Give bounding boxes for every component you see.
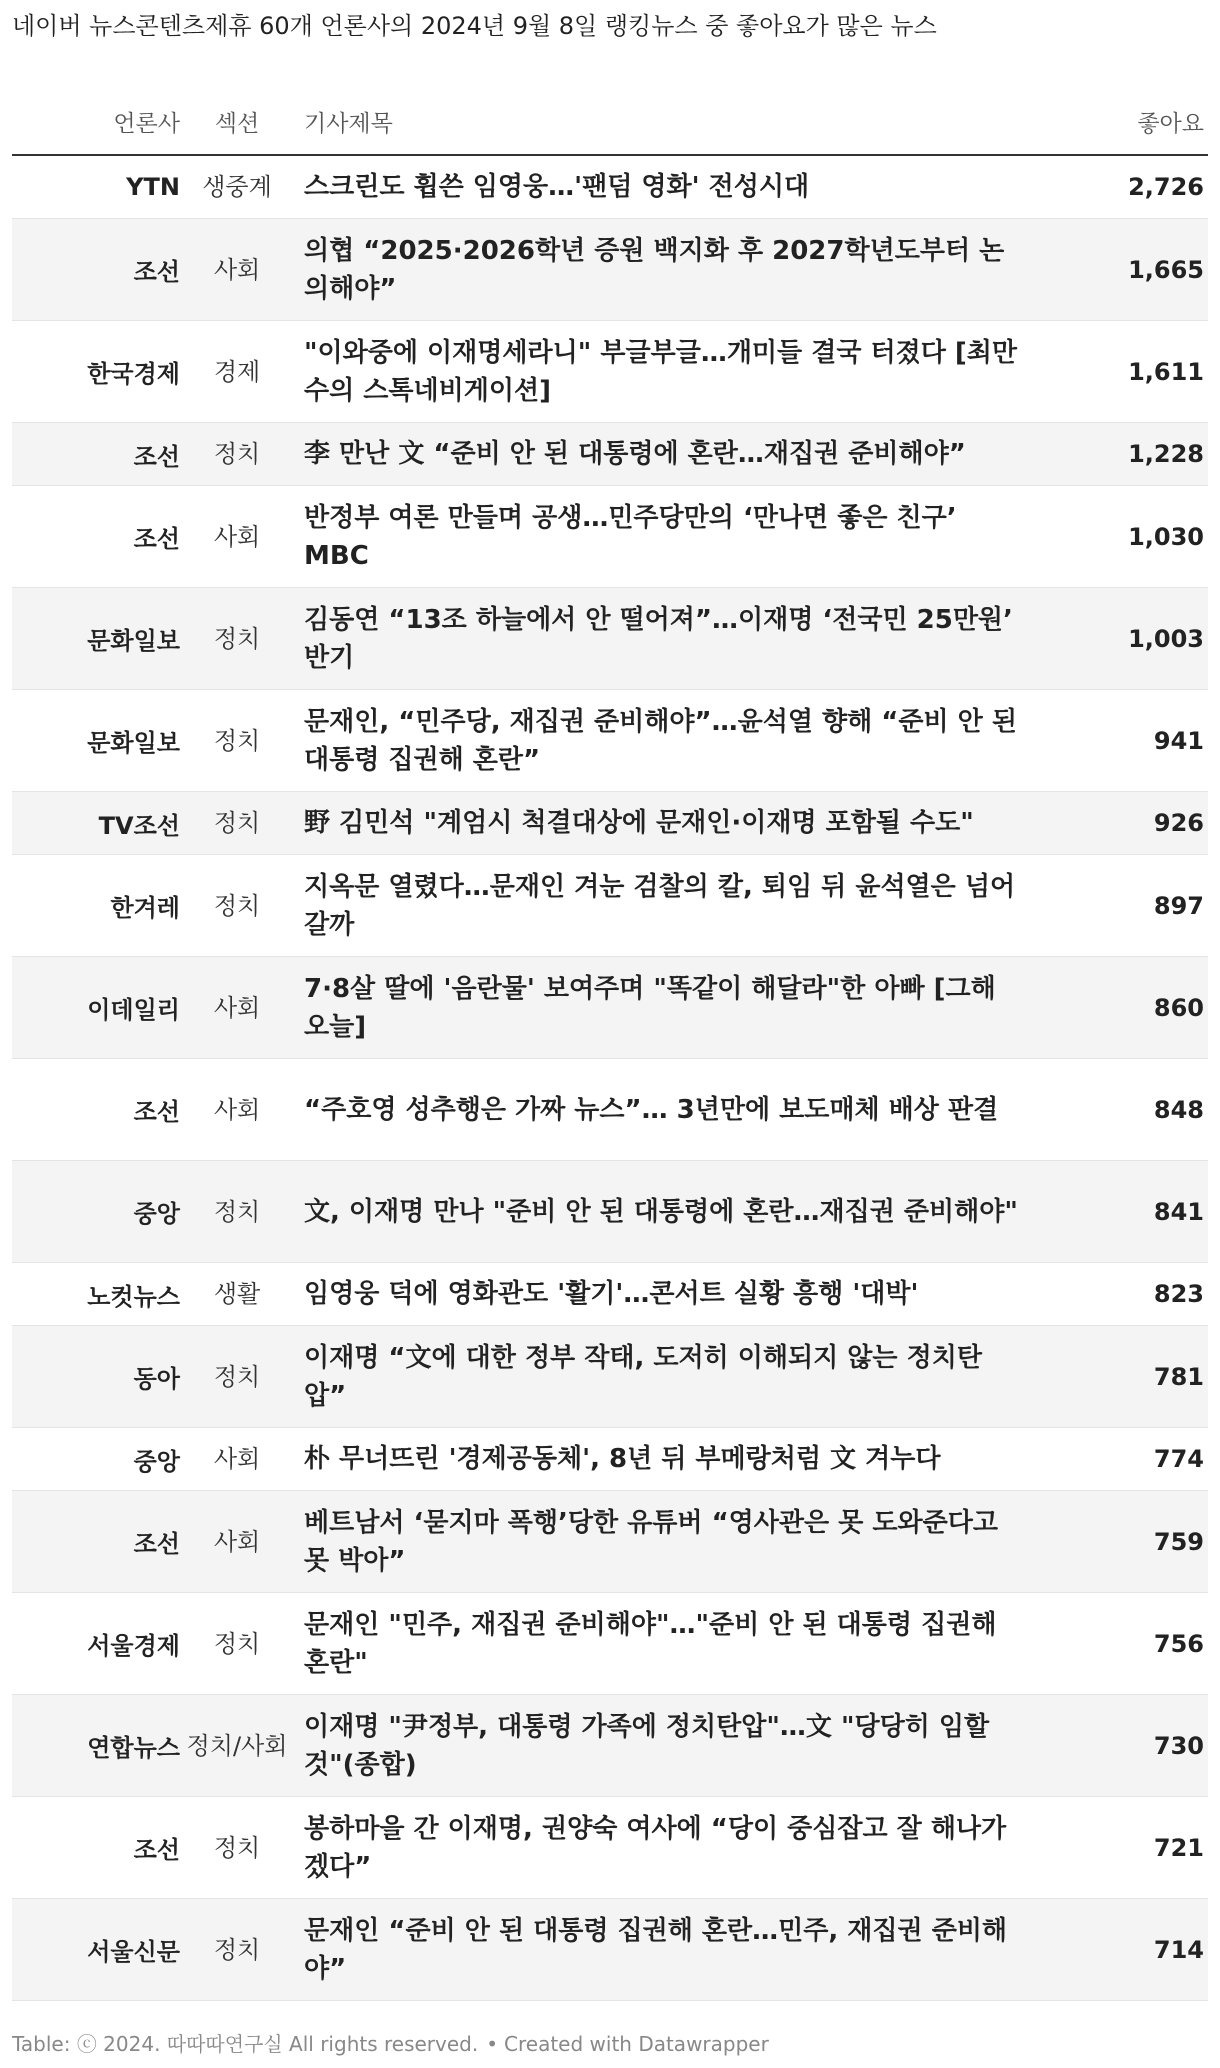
- table-row: [12, 423, 1208, 486]
- header-row: [12, 88, 1208, 155]
- cell-outlet: TV조선: [12, 792, 182, 855]
- cell-likes: 1,665: [1027, 219, 1208, 321]
- cell-likes: 1,030: [1027, 486, 1208, 588]
- cell-likes: 714: [1027, 1899, 1208, 2001]
- cell-likes: 941: [1027, 690, 1208, 792]
- cell-outlet: 조선: [12, 423, 182, 486]
- cell-headline: 스크린도 휩쓴 임영웅…'팬덤 영화' 전성시대: [292, 155, 1027, 219]
- cell-section: 정치: [182, 423, 292, 486]
- chart-title: 네이버 뉴스콘텐츠제휴 60개 언론사의 2024년 9월 8일 랭킹뉴스 중 좋아요가 많은 뉴스: [12, 12, 937, 40]
- cell-headline: 문재인 “준비 안 된 대통령 집권해 혼란…민주, 재집권 준비해야”: [292, 1899, 1027, 2001]
- cell-headline: “주호영 성추행은 가짜 뉴스”… 3년만에 보도매체 배상 판결: [292, 1059, 1027, 1161]
- cell-headline: 봉하마을 간 이재명, 권양숙 여사에 “당이 중심잡고 잘 해나가겠다”: [292, 1797, 1027, 1899]
- cell-outlet: 동아: [12, 1326, 182, 1428]
- table-row: [12, 792, 1208, 855]
- cell-likes: 781: [1027, 1326, 1208, 1428]
- cell-outlet: 문화일보: [12, 588, 182, 690]
- table-row: [12, 1326, 1208, 1428]
- cell-outlet: 조선: [12, 1059, 182, 1161]
- cell-headline: 베트남서 ‘묻지마 폭행’당한 유튜버 “영사관은 못 도와준다고 못 박아”: [292, 1491, 1027, 1593]
- cell-likes: 2,726: [1027, 155, 1208, 219]
- cell-outlet: 조선: [12, 219, 182, 321]
- footer: [12, 2028, 769, 2057]
- cell-section: 정치: [182, 792, 292, 855]
- cell-section: 생중계: [182, 155, 292, 219]
- cell-headline: 지옥문 열렸다…문재인 겨눈 검찰의 칼, 퇴임 뒤 윤석열은 넘어갈까: [292, 855, 1027, 957]
- cell-headline: 文, 이재명 만나 "준비 안 된 대통령에 혼란…재집권 준비해야": [292, 1161, 1027, 1263]
- cell-outlet: 조선: [12, 486, 182, 588]
- table-row: [12, 1161, 1208, 1263]
- cell-likes: 841: [1027, 1161, 1208, 1263]
- table-row: [12, 1899, 1208, 2001]
- cell-headline: 임영웅 덕에 영화관도 '활기'…콘서트 실황 흥행 '대박': [292, 1263, 1027, 1326]
- cell-outlet: 한겨레: [12, 855, 182, 957]
- cell-likes: 721: [1027, 1797, 1208, 1899]
- cell-outlet: 문화일보: [12, 690, 182, 792]
- table-row: [12, 855, 1208, 957]
- cell-likes: 848: [1027, 1059, 1208, 1161]
- table-body: [12, 155, 1208, 2001]
- cell-headline: 김동연 “13조 하늘에서 안 떨어져”…이재명 ‘전국민 25만원’ 반기: [292, 588, 1027, 690]
- table-row: [12, 486, 1208, 588]
- cell-headline: 이재명 “文에 대한 정부 작태, 도저히 이해되지 않는 정치탄압”: [292, 1326, 1027, 1428]
- cell-section: 사회: [182, 1428, 292, 1491]
- cell-likes: 759: [1027, 1491, 1208, 1593]
- cell-headline: 7·8살 딸에 '음란물' 보여주며 "똑같이 해달라"한 아빠 [그해 오늘]: [292, 957, 1027, 1059]
- table-row: [12, 957, 1208, 1059]
- table-row: [12, 155, 1208, 219]
- cell-outlet: 중앙: [12, 1428, 182, 1491]
- cell-likes: 774: [1027, 1428, 1208, 1491]
- cell-section: 정치: [182, 1797, 292, 1899]
- cell-outlet: 서울신문: [12, 1899, 182, 2001]
- table-header: [12, 88, 1208, 155]
- table-row: [12, 1593, 1208, 1695]
- cell-outlet: 한국경제: [12, 321, 182, 423]
- cell-section: 생활: [182, 1263, 292, 1326]
- cell-outlet: YTN: [12, 155, 182, 219]
- cell-likes: 823: [1027, 1263, 1208, 1326]
- cell-section: 정치: [182, 1326, 292, 1428]
- cell-likes: 1,611: [1027, 321, 1208, 423]
- cell-outlet: 서울경제: [12, 1593, 182, 1695]
- cell-section: 정치/사회: [182, 1695, 292, 1797]
- table-row: [12, 690, 1208, 792]
- cell-headline: 의협 “2025·2026학년 증원 백지화 후 2027학년도부터 논의해야”: [292, 219, 1027, 321]
- table-row: [12, 321, 1208, 423]
- footer-credit[interactable]: Created with Datawrapper: [504, 2032, 769, 2056]
- table-row: [12, 1263, 1208, 1326]
- cell-section: 정치: [182, 588, 292, 690]
- cell-headline: "이와중에 이재명세라니" 부글부글…개미들 결국 터졌다 [최만수의 스톡네비게이션]: [292, 321, 1027, 423]
- cell-section: 정치: [182, 1593, 292, 1695]
- table-row: [12, 1797, 1208, 1899]
- footer-source: Table: ⓒ 2024. 따따따연구실 All rights reserved.: [12, 2032, 479, 2056]
- column-header-section[interactable]: 섹션: [182, 88, 292, 155]
- cell-section: 사회: [182, 1059, 292, 1161]
- column-header-headline[interactable]: 기사제목: [292, 88, 1027, 155]
- cell-section: 사회: [182, 219, 292, 321]
- cell-likes: 730: [1027, 1695, 1208, 1797]
- table-row: [12, 219, 1208, 321]
- cell-section: 사회: [182, 1491, 292, 1593]
- cell-section: 정치: [182, 1899, 292, 2001]
- cell-headline: 朴 무너뜨린 '경제공동체', 8년 뒤 부메랑처럼 文 겨누다: [292, 1428, 1027, 1491]
- cell-headline: 문재인, “민주당, 재집권 준비해야”…윤석열 향해 “준비 안 된 대통령 집권해 혼란”: [292, 690, 1027, 792]
- cell-outlet: 연합뉴스: [12, 1695, 182, 1797]
- cell-outlet: 조선: [12, 1797, 182, 1899]
- column-header-outlet[interactable]: 언론사: [12, 88, 182, 155]
- cell-outlet: 조선: [12, 1491, 182, 1593]
- table-row: [12, 588, 1208, 690]
- cell-headline: 문재인 "민주, 재집권 준비해야"…"준비 안 된 대통령 집권해 혼란": [292, 1593, 1027, 1695]
- column-header-likes[interactable]: 좋아요: [1027, 88, 1208, 155]
- cell-outlet: 노컷뉴스: [12, 1263, 182, 1326]
- cell-headline: 이재명 "尹정부, 대통령 가족에 정치탄압"…文 "당당히 임할것"(종합): [292, 1695, 1027, 1797]
- table-row: [12, 1428, 1208, 1491]
- cell-likes: 897: [1027, 855, 1208, 957]
- cell-section: 경제: [182, 321, 292, 423]
- cell-section: 사회: [182, 486, 292, 588]
- cell-section: 정치: [182, 1161, 292, 1263]
- table-row: [12, 1491, 1208, 1593]
- cell-likes: 1,003: [1027, 588, 1208, 690]
- cell-section: 정치: [182, 855, 292, 957]
- table-row: [12, 1059, 1208, 1161]
- cell-likes: 1,228: [1027, 423, 1208, 486]
- table-row: [12, 1695, 1208, 1797]
- cell-likes: 756: [1027, 1593, 1208, 1695]
- cell-outlet: 중앙: [12, 1161, 182, 1263]
- footer-separator: •: [486, 2032, 499, 2056]
- cell-headline: 野 김민석 "계엄시 척결대상에 문재인·이재명 포함될 수도": [292, 792, 1027, 855]
- cell-section: 정치: [182, 690, 292, 792]
- cell-outlet: 이데일리: [12, 957, 182, 1059]
- cell-likes: 926: [1027, 792, 1208, 855]
- cell-headline: 반정부 여론 만들며 공생…민주당만의 ‘만나면 좋은 친구’ MBC: [292, 486, 1027, 588]
- cell-section: 사회: [182, 957, 292, 1059]
- cell-headline: 李 만난 文 “준비 안 된 대통령에 혼란…재집권 준비해야”: [292, 423, 1027, 486]
- ranking-table: [12, 88, 1208, 2001]
- cell-likes: 860: [1027, 957, 1208, 1059]
